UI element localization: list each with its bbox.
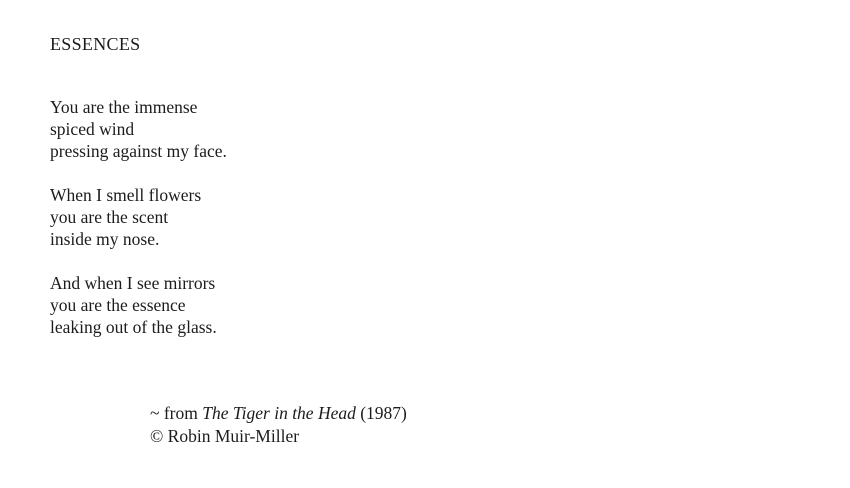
- poem-line: pressing against my face.: [50, 141, 227, 161]
- poem-body: [50, 96, 227, 338]
- attribution-year: (1987): [355, 403, 407, 423]
- attribution-work-title: The Tiger in the Head: [202, 403, 356, 423]
- attribution-block: [150, 402, 407, 448]
- poem-line: you are the scent: [50, 207, 169, 227]
- poem-line: inside my nose.: [50, 229, 160, 249]
- poem-line: When I smell flowers: [50, 185, 202, 205]
- poem-line: You are the immense: [50, 97, 198, 117]
- poem-stanza-1: [50, 96, 227, 162]
- attribution-copyright-line: © Robin Muir-Miller: [150, 426, 300, 446]
- poem-line: leaking out of the glass.: [50, 317, 217, 337]
- poem-line: spiced wind: [50, 119, 135, 139]
- poem-stanza-3: [50, 272, 227, 338]
- poem-title: ESSENCES: [50, 34, 141, 54]
- poem-line: you are the essence: [50, 295, 186, 315]
- poem-stanza-2: [50, 184, 227, 250]
- attribution-source-line: [150, 402, 407, 425]
- poem-line: And when I see mirrors: [50, 273, 216, 293]
- attribution-prefix: ~ from: [150, 403, 203, 423]
